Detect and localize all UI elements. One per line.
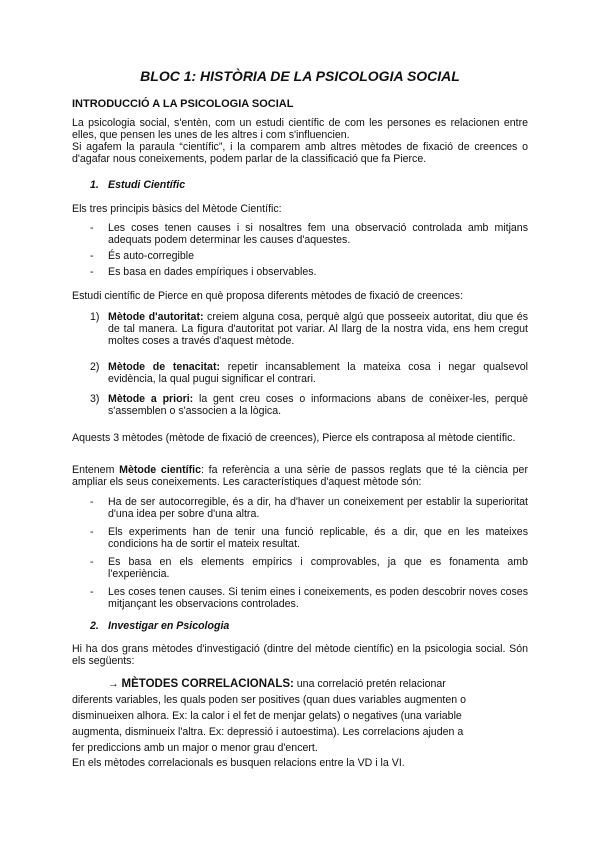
text-line: disminueixen alhora. Ex: la calor i el fet de menjar gelats) o negatives (una variable [72, 710, 462, 722]
contrast-paragraph: Aquests 3 mètodes (mètode de fixació de creences), Pierce els contraposa al mètode científic. [72, 432, 516, 444]
definition-prefix: Entenem [72, 464, 120, 476]
correlational-heading-line [108, 678, 446, 690]
list-item: - Els experiments han de tenir una funció replicable, és a dir, que en les mateixes condicions ha de sortir el mateix resultat. [90, 526, 528, 551]
text-line: diferents variables, les quals poden ser positives (quan dues variables augmenten o [72, 694, 466, 706]
method-item [90, 361, 528, 385]
method-name: Mètode de tenacitat: [108, 361, 220, 373]
definition-term: Mètode científic [119, 464, 201, 476]
correlational-term: MÈTODES CORRELACIONALS: [121, 678, 294, 690]
principles-intro: Els tres principis bàsics del Mètode Científic: [72, 203, 282, 215]
list-item: - Les coses tenen causes i si nosaltres fem una observació controlada amb mitjans adequats podem determinar les causes d'aquestes. [90, 222, 528, 247]
list-item: - Les coses tenen causes. Si tenim eines i coneixements, es poden descobrir noves coses mitjançant les observacions controlades. [90, 586, 528, 611]
section-title: Investigar en Psicologia [108, 620, 230, 632]
list-marker: 1) [90, 311, 100, 323]
arrow-icon: → [108, 678, 119, 690]
definition-paragraph [72, 464, 528, 488]
text-line: una correlació pretén relacionar [293, 678, 446, 690]
list-item-text: Els experiments han de tenir una funció replicable, és a dir, que en les mateixes condicions ha de sortir el mateix resultat. [108, 526, 528, 551]
text-line: fer prediccions amb un major o menor grau d'encert. [72, 742, 318, 754]
method-name: Mètode d'autoritat: [108, 311, 204, 323]
investigation-intro: Hi ha dos grans mètodes d'investigació (dintre del mètode científic) en la psicologia social. Són els següents: [72, 643, 528, 668]
definition-text: : fa referència a una sèrie de passos reglats que té la ciència per ampliar els seus coneixements. Les característiques d'aquest mètode són: [72, 464, 528, 489]
list-item-text: Es basa en els elements empírics i comprovables, ja que es fonamenta amb l'experiència. [108, 556, 528, 581]
intro-heading: INTRODUCCIÓ A LA PSICOLOGIA SOCIAL [72, 98, 294, 110]
method-text: creiem alguna cosa, perquè algú que posseeix autoritat, diu que és de tal manera. La figura d'autoritat pot variar. Al llarg de la nostra vida, ens hem cregut moltes coses a través d'aquest mètode. [108, 311, 528, 348]
method-item [90, 311, 528, 348]
text-line: augmenta, disminueix l'altra. Ex: depressió i autoestima). Les correlacions ajuden a [72, 726, 464, 738]
document-title: BLOC 1: HISTÒRIA DE LA PSICOLOGIA SOCIAL [140, 68, 460, 84]
list-item-text: Es basa en dades empíriques i observables. [108, 266, 317, 278]
list-item: - És auto-corregible [90, 250, 528, 262]
list-marker: 3) [90, 393, 100, 405]
section-number: 2. [90, 620, 99, 632]
list-item: - Es basa en dades empíriques i observables. [90, 266, 528, 278]
list-item: - Es basa en els elements empírics i comprovables, ja que es fonamenta amb l'experiència. [90, 556, 528, 581]
list-marker: 2) [90, 361, 100, 373]
method-name: Mètode a priori: [108, 393, 194, 405]
list-item-text: És auto-corregible [108, 250, 194, 262]
list-item-text: Les coses tenen causes i si nosaltres fem una observació controlada amb mitjans adequats podem determinar les causes d'aquestes. [108, 222, 528, 247]
list-item-text: Ha de ser autocorregible, és a dir, ha d'haver un coneixement per establir la superioritat d'una idea per sobre d'una altra. [108, 496, 528, 521]
intro-paragraph-1: La psicologia social, s'entèn, com un estudi científic de com les persones es relacionen entre elles, que pensen les unes de les altres i com s'influencien. [72, 117, 528, 142]
intro-paragraph-2: Si agafem la paraula “científic”, i la comparem amb altres mètodes de fixació de creences o d'agafar nous coneixements, podem parlar de la classificació que fa Pierce. [72, 141, 528, 166]
section-title: Estudi Científic [108, 179, 186, 191]
section-1-heading [90, 179, 185, 191]
method-text: repetir incansablement la mateixa cosa i negar qualsevol evidència, la qual pugui significar el contrari. [108, 361, 529, 386]
section-2-heading [90, 620, 229, 632]
method-item [90, 393, 528, 417]
method-text: la gent creu coses o informacions abans de conèixer-les, perquè s'assemblen o s'associen a la lògica. [108, 393, 528, 418]
text-line: En els mètodes correlacionals es busquen relacions entre la VD i la VI. [72, 757, 405, 769]
list-item: - Ha de ser autocorregible, és a dir, ha d'haver un coneixement per establir la superioritat d'una idea per sobre d'una altra. [90, 496, 528, 521]
section-number: 1. [90, 179, 99, 191]
list-item-text: Les coses tenen causes. Si tenim eines i coneixements, es poden descobrir noves coses mitjançant les observacions controlades. [108, 586, 528, 611]
pierce-intro: Estudi científic de Pierce en què proposa diferents mètodes de fixació de creences: [72, 290, 464, 302]
